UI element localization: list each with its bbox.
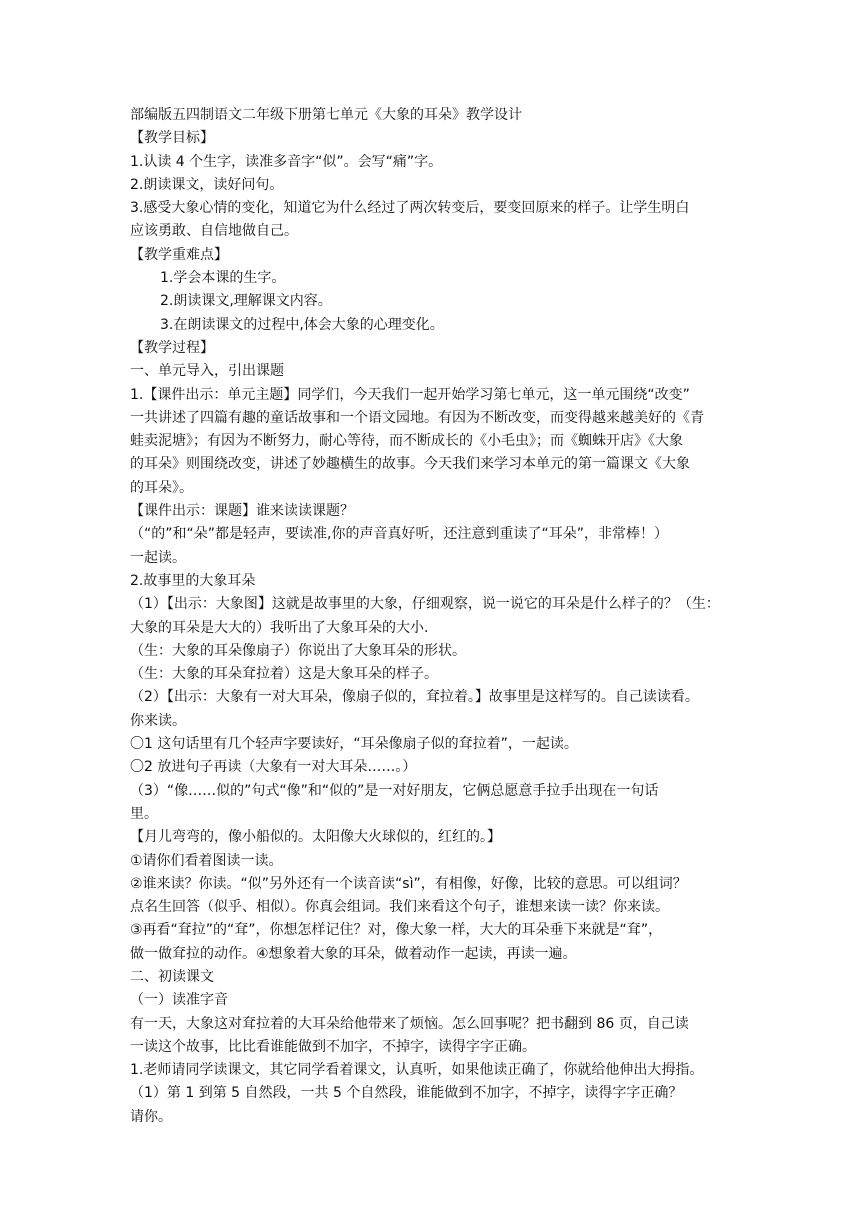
text-line: 你来读。 <box>130 712 186 729</box>
text-line: （生：大象的耳朵耷拉着）这是大象耳朵的样子。 <box>130 666 438 683</box>
text-line: 有一天，大象这对耷拉着的大耳朵给他带来了烦恼。怎么回事呢？把书翻到 86 页，自己读 <box>130 1015 689 1032</box>
text-line: 2.故事里的大象耳朵 <box>130 572 256 589</box>
text-line: （“的”和“朵”都是轻声，要读准,你的声音真好听，还注意到重读了“耳朵”，非常棒！） <box>130 526 668 543</box>
text-line: ③再看“耷拉”的“耷”，你想怎样记住？对，像大象一样，大大的耳朵垂下来就是“耷”， <box>130 922 663 939</box>
text-line: 1.认读 4 个生字，读准多音字“似”。会写“痛”字。 <box>130 153 443 170</box>
text-line: 【教学目标】 <box>130 130 214 147</box>
text-line: 〇2 放进句子再读（大象有一对大耳朵……。） <box>130 759 417 776</box>
text-line: 应该勇敢、自信地做自己。 <box>130 223 298 240</box>
text-line: 1.老师请同学读课文，其它同学看着课文，认真听，如果他读正确了，你就给他伸出大拇指。 <box>130 1062 704 1079</box>
text-line: （1）【出示：大象图】这就是故事里的大象，仔细观察，说一说它的耳朵是什么样子的？（生： <box>130 596 720 613</box>
text-line: 里。 <box>130 805 158 822</box>
text-line: 【教学过程】 <box>130 339 214 356</box>
text-line: （生：大象的耳朵像扇子）你说出了大象耳朵的形状。 <box>130 642 466 659</box>
text-line: 蛙卖泥塘》；有因为不断努力，耐心等待，而不断成长的《小毛虫》；而《蜘蛛开店》《大象 <box>130 433 683 450</box>
text-line: 【教学重难点】 <box>130 246 228 263</box>
text-line: 大象的耳朵是大大的）我听出了大象耳朵的大小. <box>130 619 429 636</box>
text-line: 【月儿弯弯的，像小船似的。太阳像大火球似的，红红的。】 <box>130 829 501 846</box>
text-line: 点名生回答（似乎、相似）。你真会组词。我们来看这个句子，谁想来读一读？你来读。 <box>130 899 669 916</box>
text-line: 的耳朵》。 <box>130 479 193 496</box>
text-line: 请你。 <box>130 1108 172 1125</box>
document-title: 部编版五四制语文二年级下册第七单元《大象的耳朵》教学设计 <box>130 107 522 123</box>
text-line: 2.朗读课文,理解课文内容。 <box>160 293 332 310</box>
text-line: 一共讲述了四篇有趣的童话故事和一个语文园地。有因为不断改变，而变得越来越美好的《青 <box>130 409 704 426</box>
text-line: 【课件出示：课题】谁来读读课题？ <box>130 503 354 520</box>
text-line: 一、单元导入，引出课题 <box>130 363 284 380</box>
text-line: （一）读准字音 <box>130 992 228 1009</box>
text-line: ①请你们看着图读一读。 <box>130 852 283 869</box>
text-line: ②谁来读？你读。“似”另外还有一个读音读“sì”，有相像，好像，比较的意思。可以组词？ <box>130 875 687 892</box>
text-line: 做一做耷拉的动作。④想象着大象的耳朵，做着动作一起读，再读一遍。 <box>130 945 577 962</box>
text-line: （3）“像……似的”句式“像”和“似的”是一对好朋友，它俩总愿意手拉手出现在一句话 <box>130 782 659 799</box>
text-line: 一读这个故事，比比看谁能做到不加字，不掉字，读得字字正确。 <box>130 1038 536 1055</box>
text-line: （1）第 1 到第 5 自然段，一共 5 个自然段，谁能做到不加字，不掉字，读得字字正确？ <box>130 1085 683 1102</box>
document-body <box>130 104 742 1129</box>
text-line: 一起读。 <box>130 549 186 566</box>
text-line: 二、初读课文 <box>130 968 214 985</box>
text-line: 3.在朗读课文的过程中,体会大象的心理变化。 <box>160 316 444 333</box>
text-line: 的耳朵》则围绕改变，讲述了妙趣横生的故事。今天我们来学习本单元的第一篇课文《大象 <box>130 456 690 473</box>
text-line: 2.朗读课文，读好问句。 <box>130 176 284 193</box>
text-line: （2）【出示：大象有一对大耳朵，像扇子似的，耷拉着。】故事里是这样写的。自己读读看。 <box>130 689 699 706</box>
text-line: 〇1 这句话里有几个轻声字要读好，“耳朵像扇子似的耷拉着”，一起读。 <box>130 736 578 753</box>
text-line: 1.【课件出示：单元主题】同学们，今天我们一起开始学习第七单元，这一单元围绕“改变” <box>130 386 690 403</box>
text-line: 3.感受大象心情的变化，知道它为什么经过了两次转变后，要变回原来的样子。让学生明白 <box>130 200 690 217</box>
text-line: 1.学会本课的生字。 <box>160 270 286 287</box>
